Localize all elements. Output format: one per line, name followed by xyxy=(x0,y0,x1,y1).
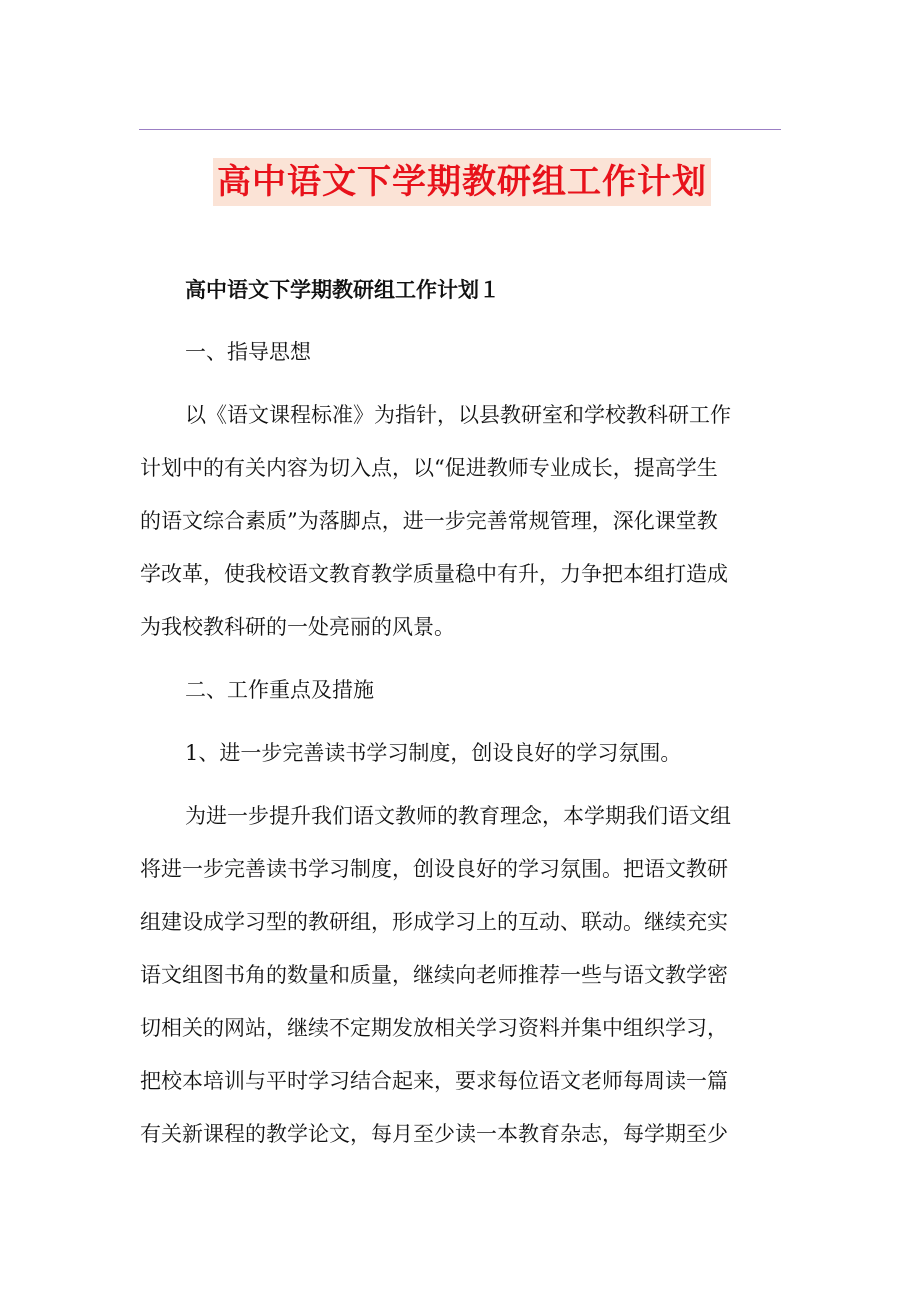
paragraph-line: 组建设成学习型的教研组，形成学习上的互动、联动。继续充实 xyxy=(140,910,728,934)
document-body xyxy=(140,263,782,1161)
paragraph-line: 将进一步完善读书学习制度，创设良好的学习氛围。把语文教研 xyxy=(140,857,728,881)
paragraph-reading-system xyxy=(140,790,782,1161)
paragraph-line: 为我校教科研的一处亮丽的风景。 xyxy=(140,615,455,639)
paragraph-line: 把校本培训与平时学习结合起来，要求每位语文老师每周读一篇 xyxy=(140,1069,728,1093)
heading-guiding-ideology: 一、指导思想 xyxy=(185,340,311,364)
list-item-1: 1、进一步完善读书学习制度，创设良好的学习氛围。 xyxy=(185,741,682,765)
paragraph-line: 切相关的网站，继续不定期发放相关学习资料并集中组织学习， xyxy=(140,1016,728,1040)
document-title: 高中语文下学期教研组工作计划 xyxy=(213,158,711,206)
paragraph-line: 的语文综合素质”为落脚点，进一步完善常规管理，深化课堂教 xyxy=(140,509,718,533)
paragraph-line: 有关新课程的教学论文，每月至少读一本教育杂志，每学期至少 xyxy=(140,1122,728,1146)
paragraph-line: 以《语文课程标准》为指针，以县教研室和学校教科研工作 xyxy=(185,403,731,427)
paragraph-line: 学改革，使我校语文教育教学质量稳中有升，力争把本组打造成 xyxy=(140,562,728,586)
paragraph-line: 语文组图书角的数量和质量，继续向老师推荐一些与语文教学密 xyxy=(140,963,728,987)
paragraph-guiding-ideology xyxy=(140,389,782,654)
section-heading: 高中语文下学期教研组工作计划１ xyxy=(185,277,500,302)
paragraph-line: 计划中的有关内容为切入点，以“促进教师专业成长，提高学生 xyxy=(140,456,718,480)
header-rule xyxy=(139,129,781,130)
heading-work-focus: 二、工作重点及措施 xyxy=(185,678,374,702)
paragraph-line: 为进一步提升我们语文教师的教育理念，本学期我们语文组 xyxy=(185,804,731,828)
